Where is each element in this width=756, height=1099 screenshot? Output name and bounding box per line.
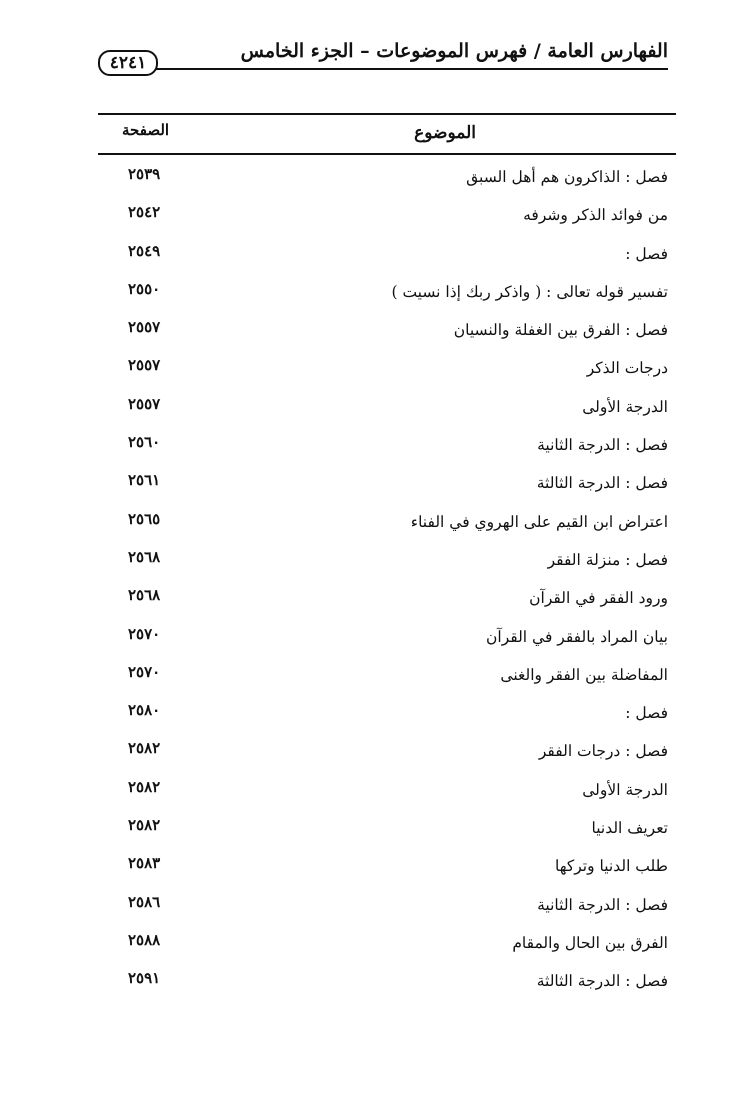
toc-row — [98, 538, 676, 576]
toc-row-topic: من فوائد الذكر وشرفه — [523, 206, 668, 225]
toc-row-page: ٢٥٥٧ — [128, 318, 161, 337]
toc-row — [98, 385, 676, 423]
toc-row — [98, 155, 676, 193]
toc-row — [98, 806, 676, 844]
toc-row — [98, 270, 676, 308]
toc-row-page: ٢٥٦٨ — [128, 547, 161, 566]
toc-row-topic: فصل : الدرجة الثالثة — [536, 474, 668, 493]
toc-row-page: ٢٥٥٠ — [128, 279, 161, 298]
toc-row-page: ٢٥٨٦ — [128, 892, 161, 911]
toc-row-page: ٢٥٧٠ — [128, 662, 161, 681]
toc-row-topic: فصل : الدرجة الثالثة — [536, 972, 668, 991]
toc-row-topic: ورود الفقر في القرآن — [529, 589, 668, 608]
toc-row-page: ٢٥٨٠ — [128, 701, 161, 720]
toc-row-topic: المفاضلة بين الفقر والغنى — [500, 665, 668, 684]
toc-row-topic: تفسير قوله تعالى : ( واذكر ربك إذا نسيت ) — [391, 282, 668, 301]
toc-row — [98, 768, 676, 806]
column-header-page: الصفحة — [122, 121, 170, 139]
toc-row-page: ٢٥٦١ — [128, 471, 161, 490]
toc-row-page: ٢٥٨٢ — [128, 816, 161, 835]
toc-row — [98, 883, 676, 921]
toc-row-page: ٢٥٤٢ — [128, 203, 161, 222]
toc-row-topic: الدرجة الأولى — [582, 397, 668, 416]
toc-row-page: ٢٥٣٩ — [128, 165, 161, 183]
toc-row-page: ٢٥٦٠ — [128, 433, 161, 452]
toc-row-topic: فصل : الدرجة الثانية — [537, 895, 668, 914]
toc-row-page: ٢٥٩١ — [128, 969, 161, 988]
toc-row — [98, 461, 676, 499]
toc-row — [98, 959, 676, 997]
toc-rows — [98, 155, 676, 998]
header-title: الفهارس العامة / فهرس الموضوعات – الجزء الخامس — [240, 40, 668, 62]
toc-row-topic: فصل : الفرق بين الغفلة والنسيان — [453, 321, 668, 340]
page-number-badge: ٤٢٤١ — [98, 50, 158, 76]
toc-row-page: ٢٥٤٩ — [128, 241, 161, 260]
toc-row — [98, 691, 676, 729]
toc-row-topic: الدرجة الأولى — [582, 780, 668, 799]
toc-row — [98, 653, 676, 691]
toc-row-page: ٢٥٦٥ — [128, 509, 161, 528]
toc-table — [98, 113, 676, 998]
toc-row — [98, 576, 676, 614]
toc-row — [98, 423, 676, 461]
toc-row — [98, 308, 676, 346]
toc-row-topic: فصل : الذاكرون هم أهل السبق — [466, 168, 668, 186]
toc-row-topic: فصل : الدرجة الثانية — [537, 436, 668, 455]
header-rule — [154, 68, 668, 70]
toc-row-topic: بيان المراد بالفقر في القرآن — [486, 627, 668, 646]
toc-row-topic: طلب الدنيا وتركها — [554, 857, 668, 876]
toc-row-topic: فصل : منزلة الفقر — [547, 550, 668, 569]
toc-row-page: ٢٥٧٠ — [128, 624, 161, 643]
toc-row-page: ٢٥٨٣ — [128, 854, 161, 873]
running-header — [98, 38, 668, 78]
toc-row — [98, 346, 676, 384]
toc-row-topic: تعريف الدنيا — [591, 819, 668, 838]
toc-row — [98, 844, 676, 882]
toc-row-topic: درجات الذكر — [586, 359, 668, 378]
toc-row — [98, 500, 676, 538]
toc-row-page: ٢٥٨٢ — [128, 739, 161, 758]
column-header-subject: الموضوع — [414, 123, 476, 143]
toc-row-page: ٢٥٦٨ — [128, 586, 161, 605]
toc-row-topic: الفرق بين الحال والمقام — [512, 933, 668, 952]
toc-row — [98, 615, 676, 653]
toc-row-page: ٢٥٨٢ — [128, 777, 161, 796]
toc-row — [98, 729, 676, 767]
toc-row-page: ٢٥٨٨ — [128, 930, 161, 949]
table-header — [98, 115, 676, 155]
toc-row-page: ٢٥٥٧ — [128, 394, 161, 413]
toc-row-topic: فصل : — [625, 244, 668, 263]
toc-row — [98, 232, 676, 270]
toc-row-topic: فصل : — [625, 704, 668, 723]
toc-row-topic: اعتراض ابن القيم على الهروي في الفناء — [410, 512, 668, 531]
toc-row — [98, 921, 676, 959]
toc-row-topic: فصل : درجات الفقر — [538, 742, 668, 761]
toc-row-page: ٢٥٥٧ — [128, 356, 161, 375]
toc-row — [98, 193, 676, 231]
